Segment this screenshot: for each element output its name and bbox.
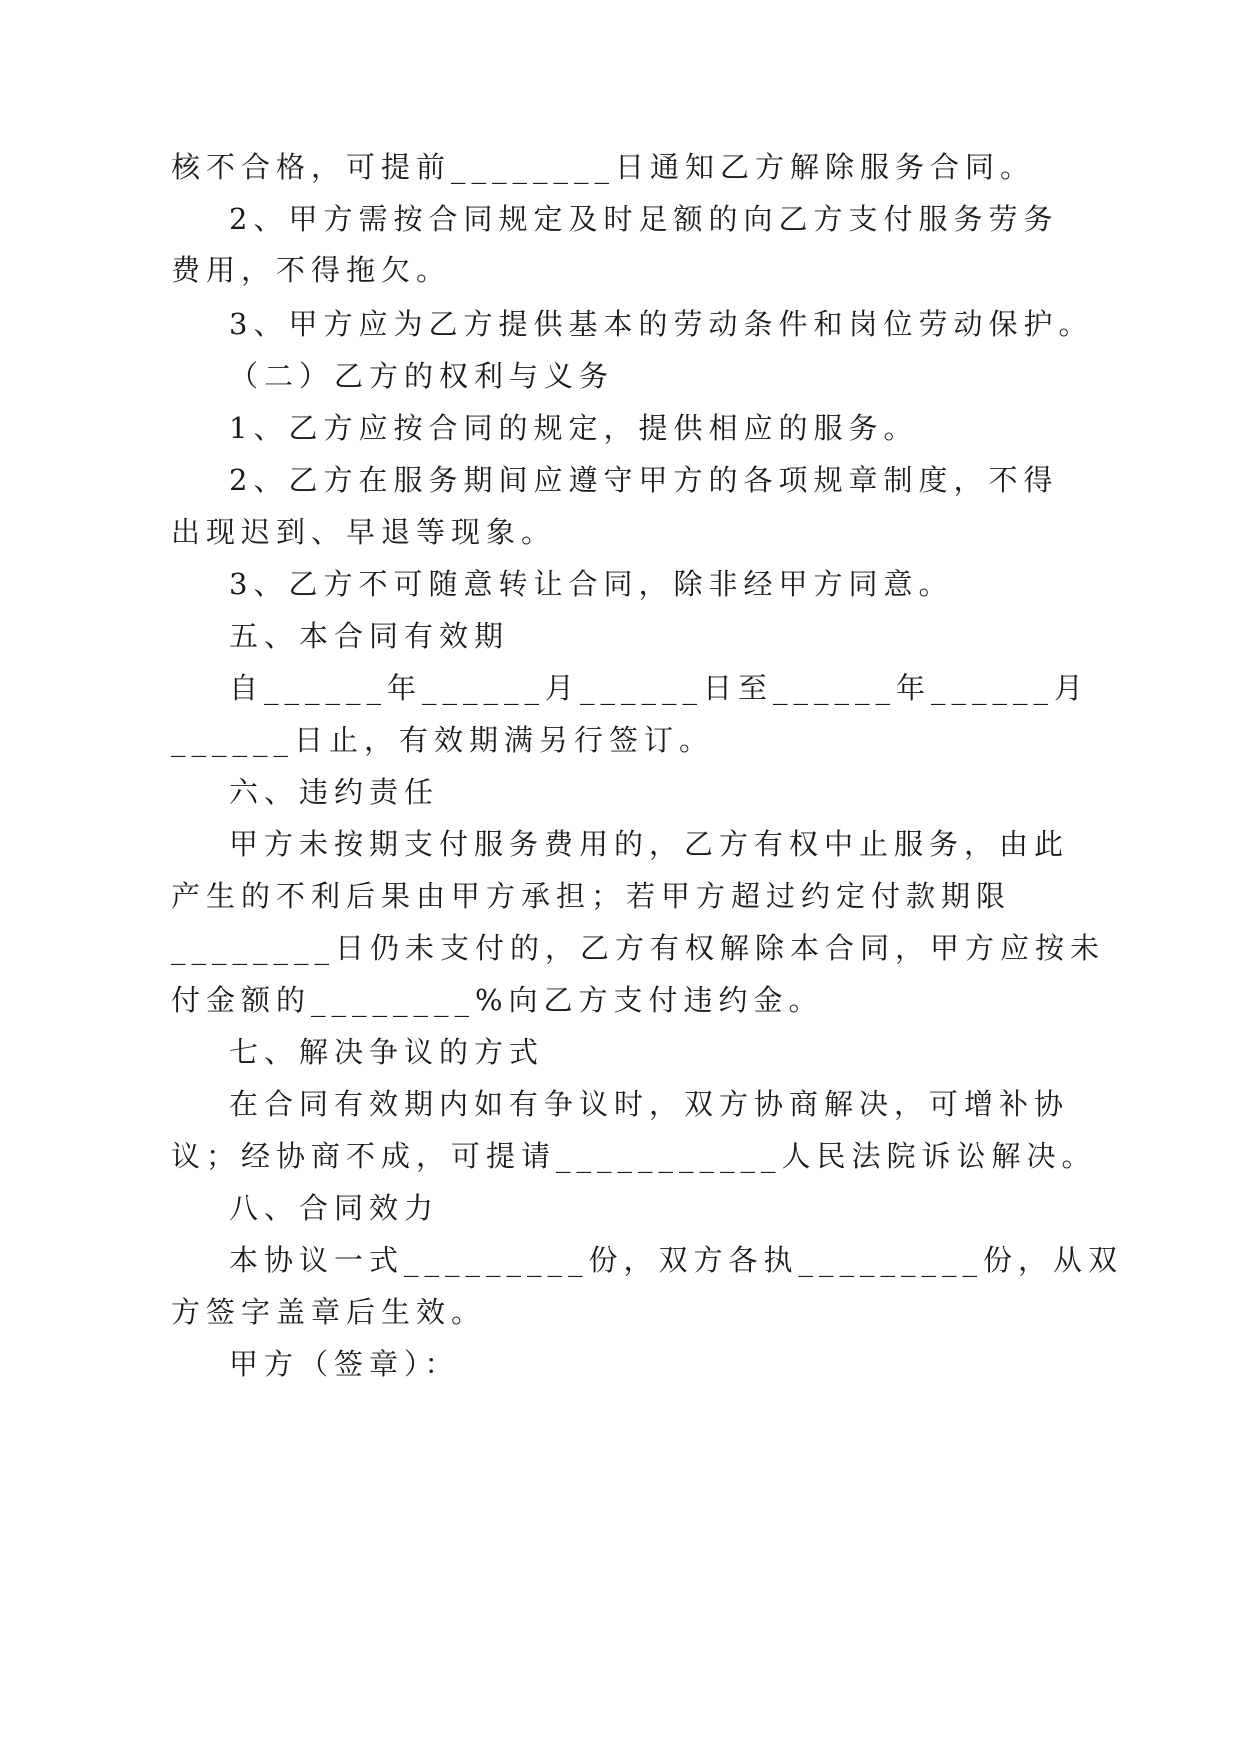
text-line: 本协议一式_________份，双方各执_________份，从双: [229, 1243, 1124, 1277]
text-line: 在合同有效期内如有争议时，双方协商解决，可增补协: [229, 1087, 1070, 1121]
text-line: 2、乙方在服务期间应遵守甲方的各项规章制度，不得: [229, 463, 1059, 497]
text-line: 付金额的________%向乙方支付违约金。: [171, 983, 824, 1017]
text-line: 核不合格，可提前________日通知乙方解除服务合同。: [171, 150, 1036, 184]
text-line: 2、甲方需按合同规定及时足额的向乙方支付服务劳务: [229, 202, 1059, 236]
section-heading: 五、本合同有效期: [229, 619, 510, 653]
text-line: 费用，不得拖欠。: [171, 253, 452, 287]
section-heading: 八、合同效力: [229, 1191, 440, 1225]
text-line: 出现迟到、早退等现象。: [171, 515, 557, 549]
text-line: 甲方未按期支付服务费用的，乙方有权中止服务，由此: [229, 827, 1070, 861]
section-heading: 六、违约责任: [229, 775, 440, 809]
section-heading: （二）乙方的权利与义务: [229, 359, 615, 393]
text-line: 1、乙方应按合同的规定，提供相应的服务。: [229, 411, 919, 445]
text-line: ________日仍未支付的，乙方有权解除本合同，甲方应按未: [171, 931, 1106, 965]
text-line: ______日止，有效期满另行签订。: [171, 723, 715, 757]
text-line: 3、乙方不可随意转让合同，除非经甲方同意。: [229, 567, 954, 601]
text-line: 方签字盖章后生效。: [171, 1295, 487, 1329]
section-heading: 七、解决争议的方式: [229, 1035, 545, 1069]
text-line: 自______年______月______日至______年______月: [229, 671, 1090, 705]
text-line: 议；经协商不成，可提请___________人民法院诉讼解决。: [171, 1139, 1097, 1173]
signature-label: 甲方（签章）：: [229, 1347, 460, 1381]
text-line: 产生的不利后果由甲方承担；若甲方超过约定付款期限: [171, 879, 1012, 913]
text-line: 3、甲方应为乙方提供基本的劳动条件和岗位劳动保护。: [229, 307, 1094, 341]
